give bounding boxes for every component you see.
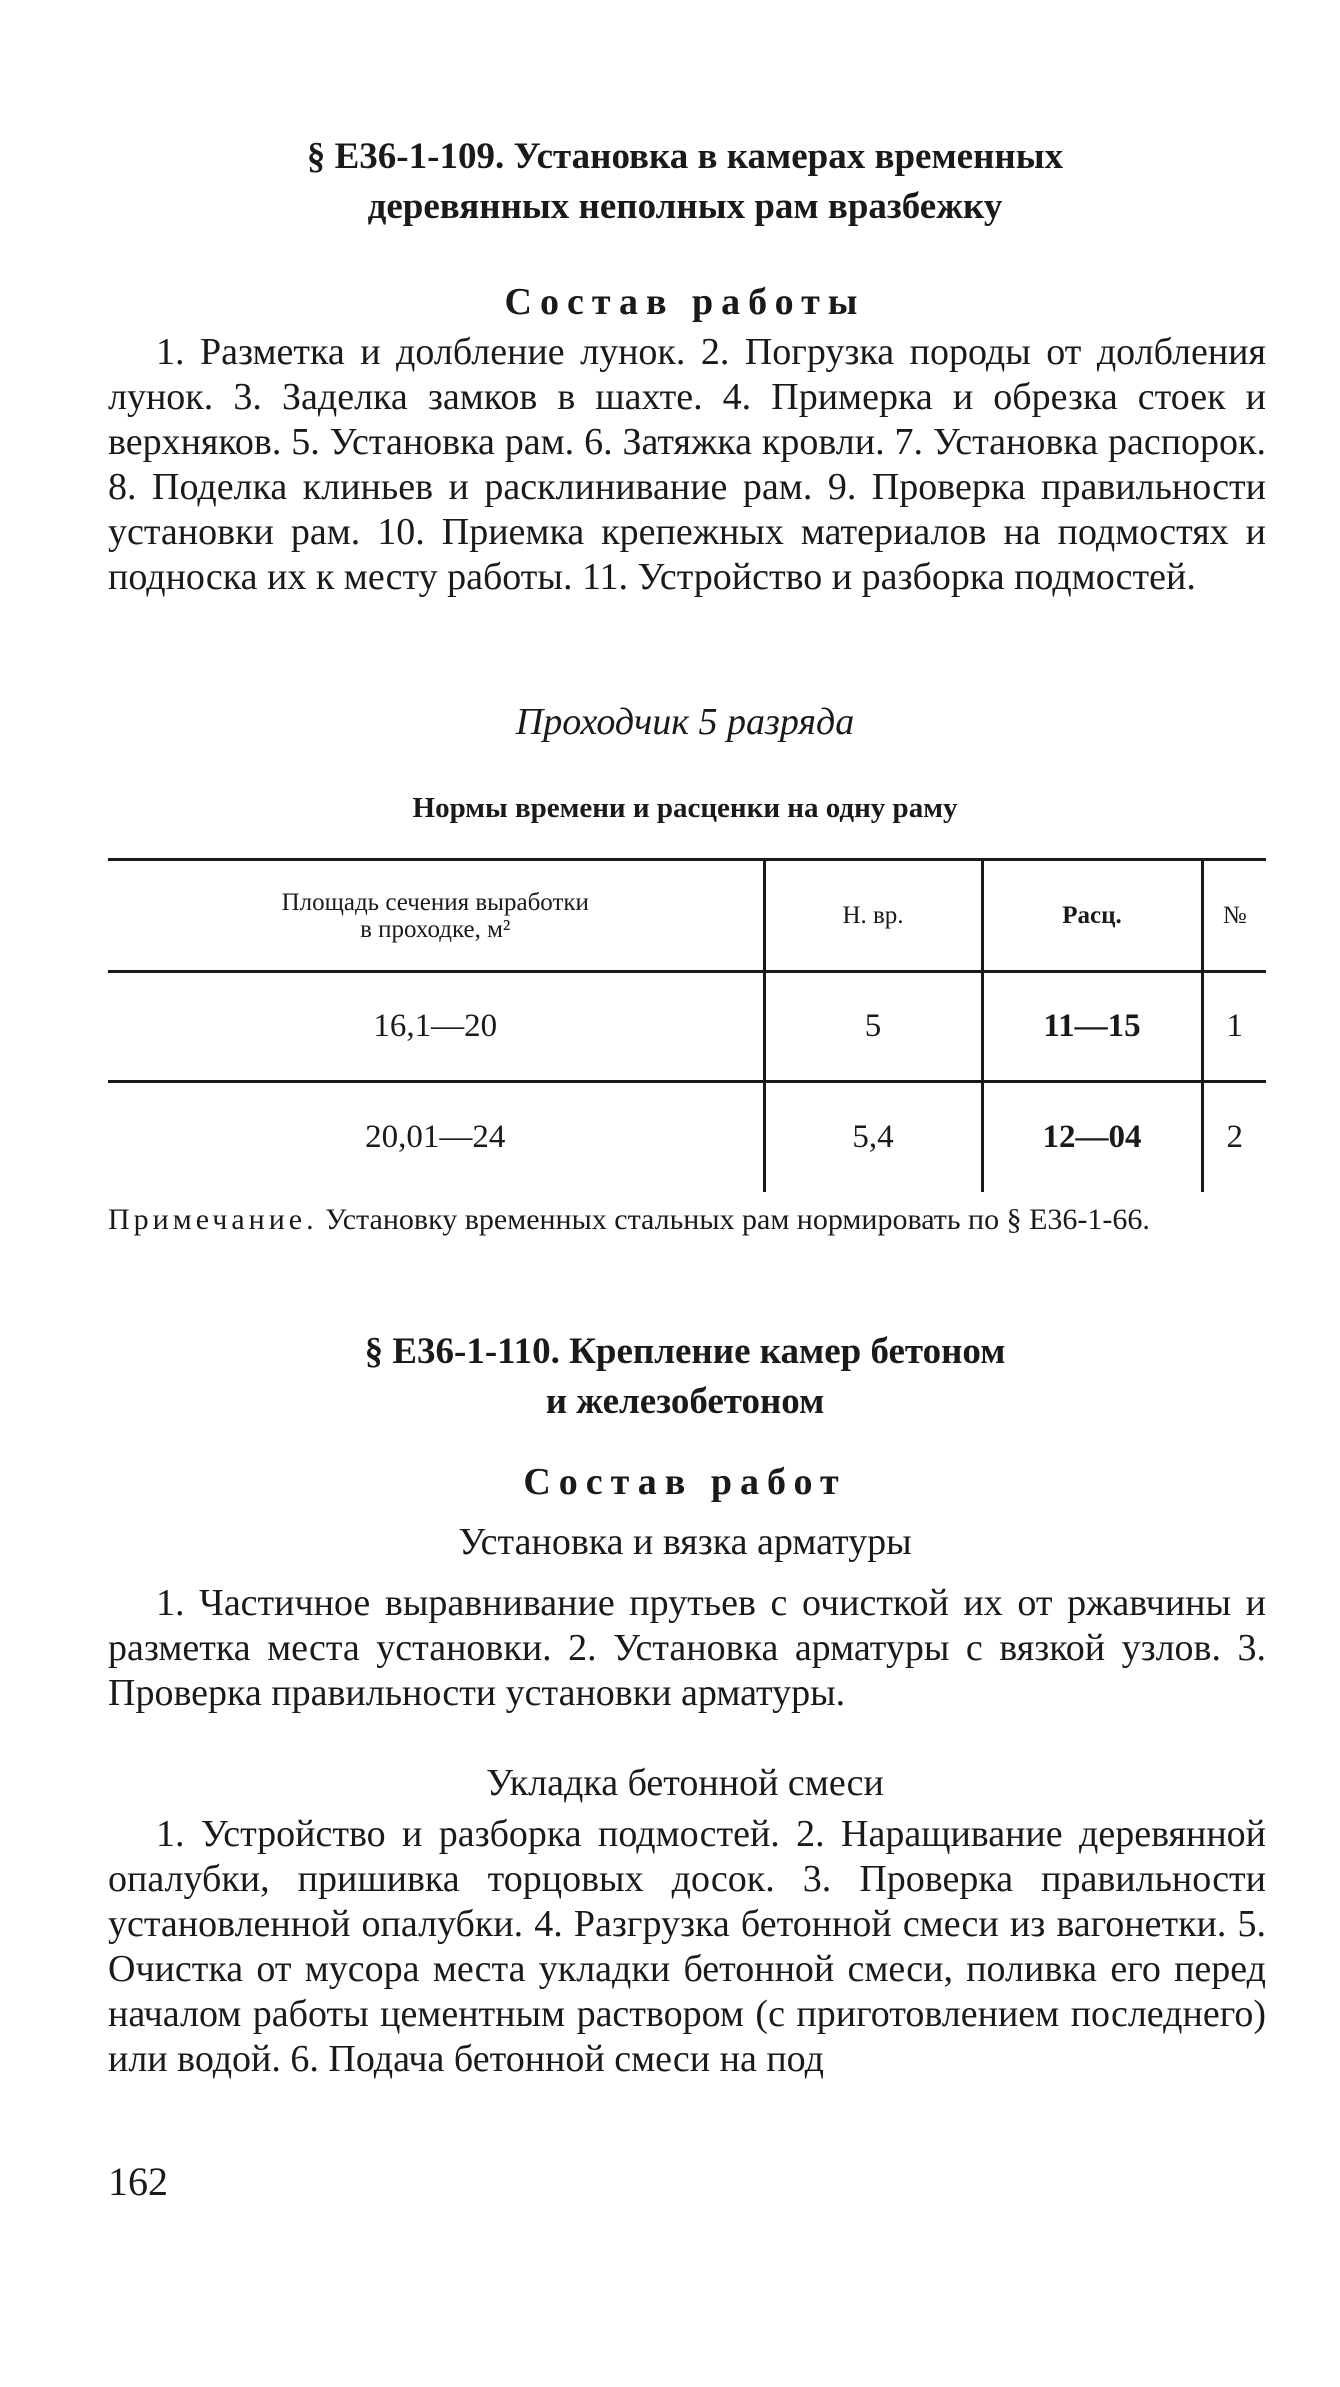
norms-table <box>108 858 1266 1192</box>
header-area-line-2: в проходке, м² <box>360 915 511 943</box>
header-area-line-1: Площадь сечения выработки <box>281 888 589 916</box>
table-header-row <box>108 860 1266 972</box>
section-title-e36-1-110 <box>110 1327 1260 1427</box>
cell-rate: 12—04 <box>982 1082 1202 1192</box>
section-title-e36-1-109 <box>110 132 1260 232</box>
cell-norm: 5 <box>764 972 982 1082</box>
note-label: Примечание. <box>108 1203 318 1236</box>
note-text: Установку временных стальных рам нормировать по § Е36-1-66. <box>317 1203 1150 1236</box>
cell-area: 20,01—24 <box>365 1118 506 1155</box>
header-norm: Н. вр. <box>764 860 982 972</box>
table-row <box>108 1082 1266 1192</box>
reinforcement-text: 1. Частичное выравнивание прутьев с очисткой их от ржавчины и разметка места установки. 2. Установка арматуры с вязкой узлов. 3. Проверка правильности установки арматуры. <box>108 1582 1266 1714</box>
cell-area: 16,1—20 <box>373 1008 498 1044</box>
worker-grade: Проходчик 5 разряда <box>515 701 855 743</box>
page-number: 162 <box>108 2159 168 2204</box>
cell-rate: 11—15 <box>982 972 1202 1082</box>
section-title-line-2: и железобетоном <box>545 1381 825 1422</box>
cell-norm: 5,4 <box>764 1082 982 1192</box>
section-title-line-1: § Е36-1-109. Установка в камерах временных <box>306 136 1064 177</box>
table-row <box>108 972 1266 1082</box>
work-composition-heading: Состав работ <box>523 1461 847 1503</box>
section-title-line-2: деревянных неполных рам вразбежку <box>367 186 1003 227</box>
section-title-line-1: § Е36-1-110. Крепление камер бетоном <box>364 1331 1006 1372</box>
table-caption: Нормы времени и расценки на одну раму <box>412 792 958 824</box>
concrete-text: 1. Устройство и разборка подмостей. 2. Наращивание деревянной опалубки, пришивка торцовых досок. 3. Проверка правильности установленной опалубки. 4. Разгрузка бетонной смеси из вагонетки. 5. Очистка от мусора места укладки бетонной смеси, поливка его перед началом работы цементным раствором (с приготовлением последнего) или водой. 6. Подача бетонной смеси на под <box>108 1813 1266 2080</box>
cell-number: 2 <box>1202 1082 1266 1192</box>
subheading-concrete: Укладка бетонной смеси <box>486 1762 884 1804</box>
subheading-reinforcement: Установка и вязка арматуры <box>458 1521 912 1563</box>
table-note <box>108 1200 1266 1240</box>
header-area <box>108 860 764 972</box>
cell-number: 1 <box>1202 972 1266 1082</box>
header-number: № <box>1202 860 1266 972</box>
work-composition-text: 1. Разметка и долбление лунок. 2. Погрузка породы от долбления лунок. 3. Заделка замков в шахте. 4. Примерка и обрезка стоек и верхняков. 5. Установка рам. 6. Затяжка кровли. 7. Установка распорок. 8. Поделка клиньев и расклинивание рам. 9. Проверка правильности установки рам. 10. Приемка крепежных материалов на подмостях и подноска их к месту работы. 11. Устройство и разборка подмостей. <box>108 331 1266 598</box>
header-rate: Расц. <box>982 860 1202 972</box>
work-composition-heading: Состав работы <box>504 281 866 323</box>
